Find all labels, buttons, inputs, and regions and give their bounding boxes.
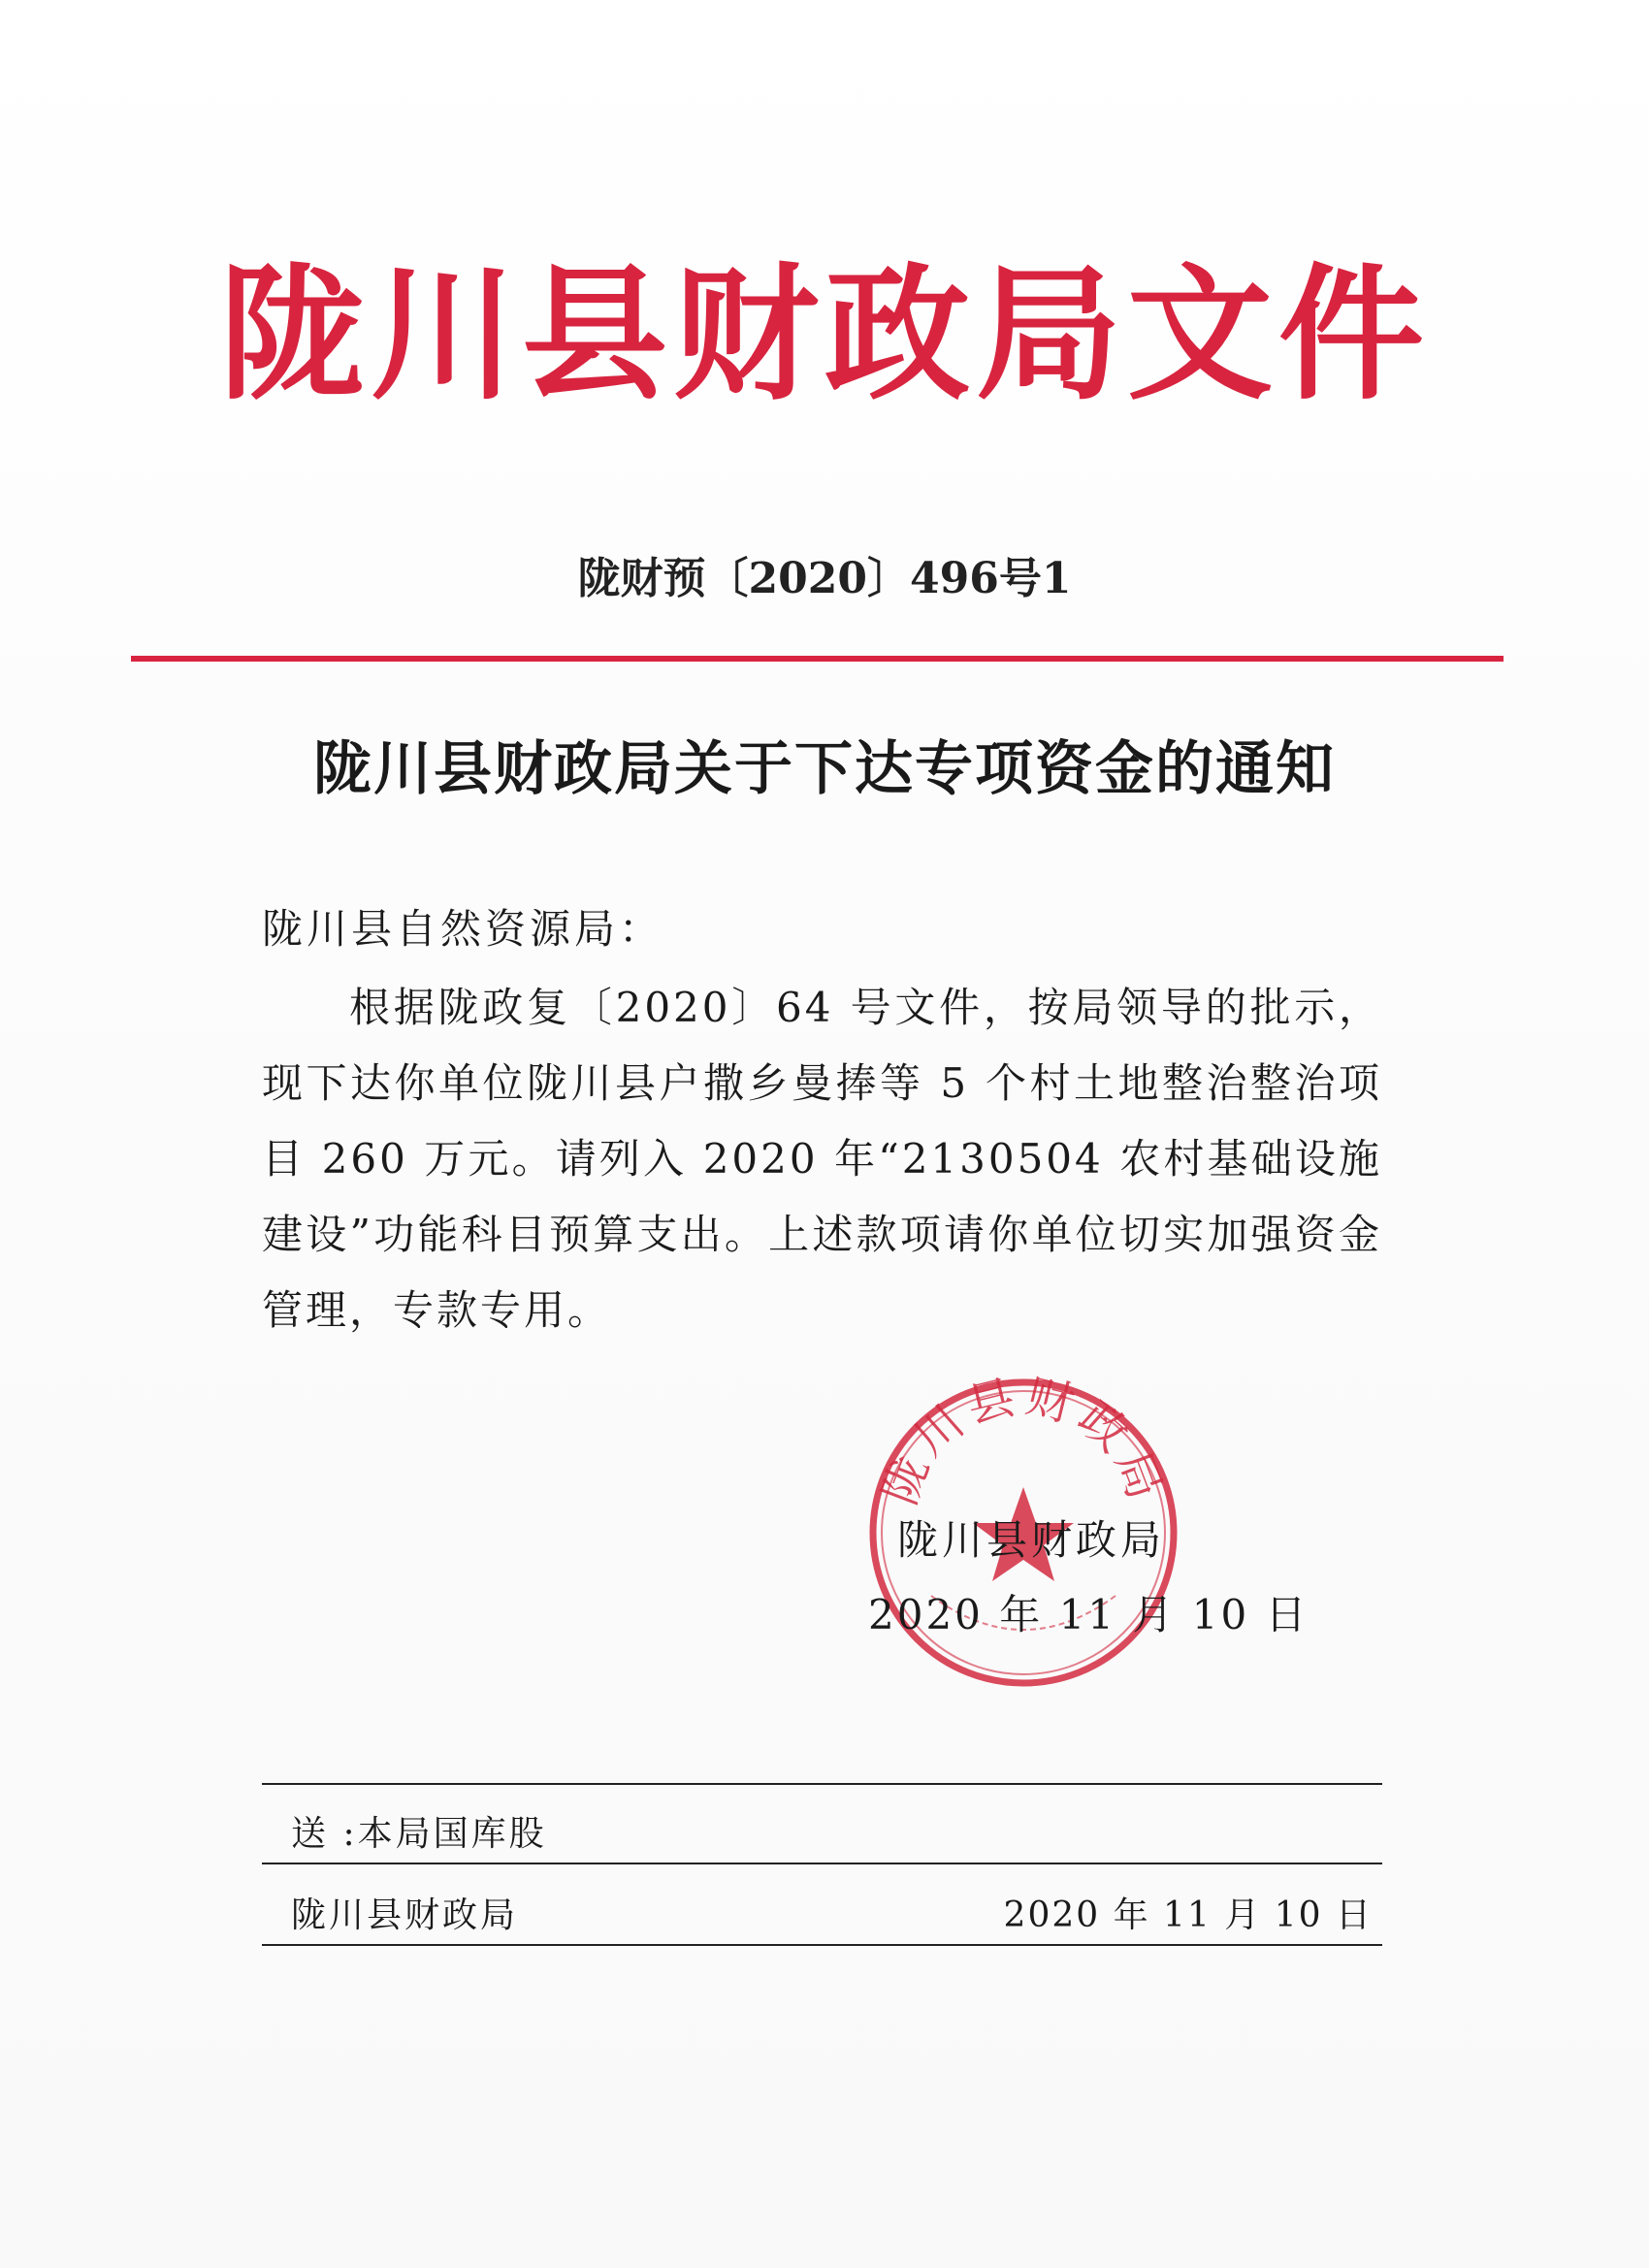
red-separator-line	[131, 656, 1504, 662]
footer-date: 2020 年 11 月 10 日	[1003, 1895, 1373, 1935]
footer-organization: 陇川县财政局	[291, 1895, 519, 1935]
copy-to-line: 送 :本局国库股	[291, 1814, 547, 1854]
signature-date: 2020 年 11 月 10 日	[868, 1591, 1310, 1638]
footer-middle-rule	[262, 1863, 1382, 1864]
notice-recipient: 陇川县自然资源局：	[262, 905, 664, 953]
footer-bottom-rule	[262, 1944, 1382, 1946]
document-header-title: 陇川县财政局文件	[218, 249, 1430, 420]
signature-organization: 陇川县财政局	[897, 1516, 1166, 1564]
notice-title: 陇川县财政局关于下达专项资金的通知	[313, 735, 1336, 803]
notice-body: 根据陇政复〔2020〕64 号文件，按局领导的批示，现下达你单位陇川县户撒乡曼捧等 5 个村土地整治整治项目 260 万元。请列入 2020 年“2130504 农村基础设施建设”功能科目预算支出。上述款项请你单位切实加强资金管理，专款专用。	[262, 984, 1382, 1334]
footer-top-rule	[262, 1783, 1382, 1785]
document-number: 陇财预〔2020〕496号1	[577, 554, 1072, 603]
seal-text: 陇川县财政局	[872, 1373, 1175, 1512]
